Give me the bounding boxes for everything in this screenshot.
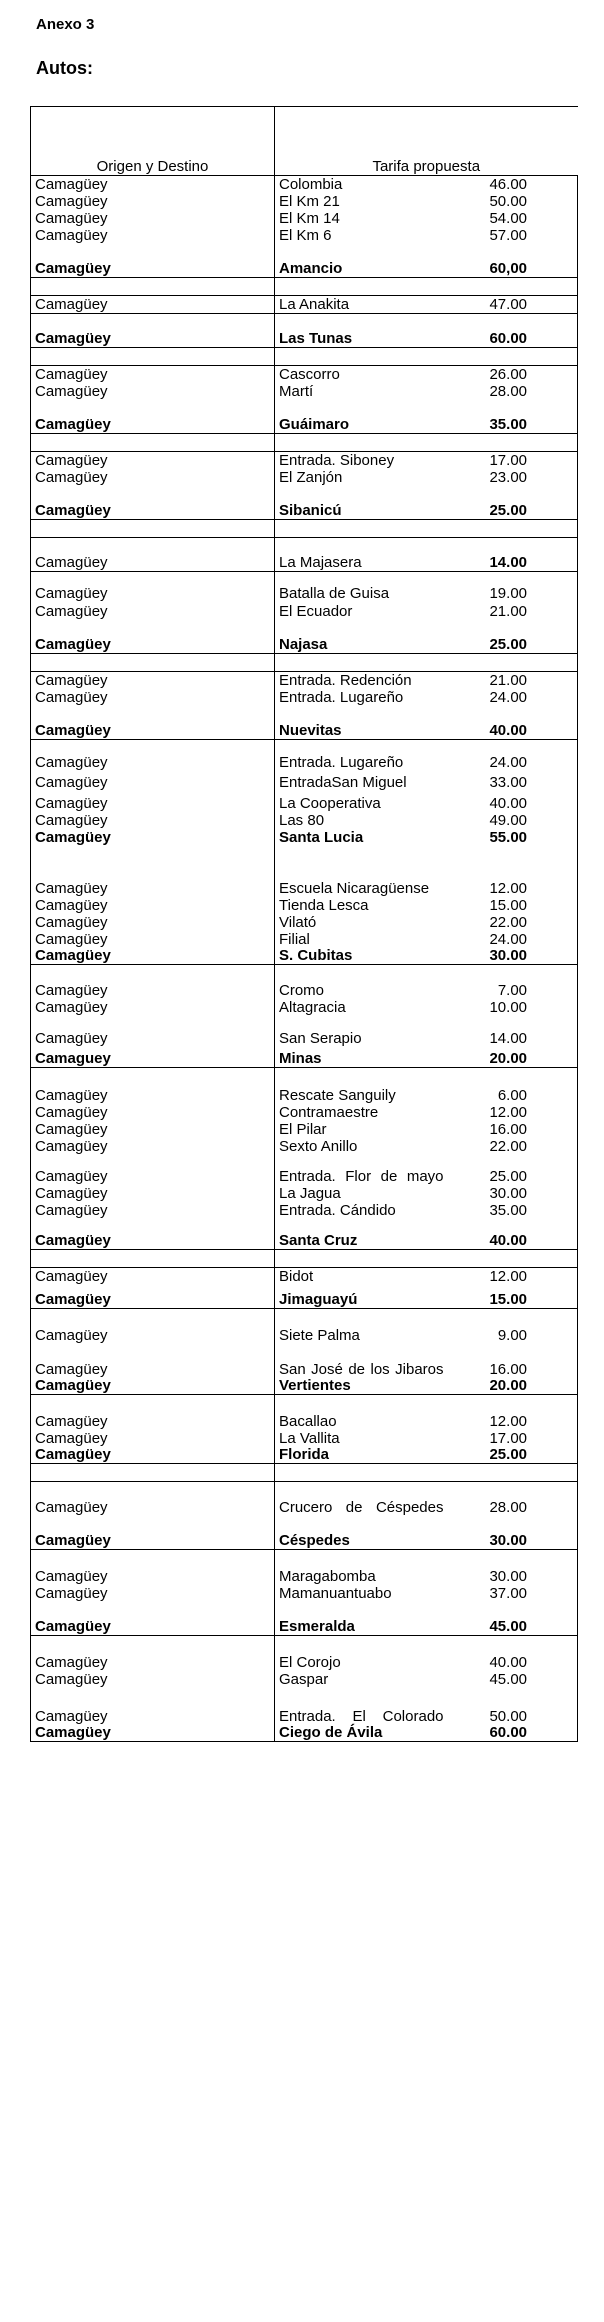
origin-cell xyxy=(31,278,275,296)
table-row xyxy=(31,982,578,999)
origin-cell: Camagüey xyxy=(31,931,275,948)
destination-cell: La Anakita xyxy=(275,296,448,314)
table-row xyxy=(31,863,578,897)
fare-cell: 47.00 xyxy=(448,296,578,314)
fare-cell: 35.00 xyxy=(448,1202,578,1219)
spacer-row xyxy=(31,434,578,452)
table-row xyxy=(31,1344,578,1378)
fare-cell: 12.00 xyxy=(448,1104,578,1121)
destination-cell: Entrada. El Colorado xyxy=(275,1688,448,1725)
spacer-row xyxy=(31,278,578,296)
fare-table-body xyxy=(31,107,578,1742)
destination-cell: La Vallita xyxy=(275,1430,448,1447)
origin-cell xyxy=(31,965,275,982)
origin-cell: Camagüey xyxy=(31,227,275,244)
table-row xyxy=(31,1121,578,1138)
fare-cell: 60.00 xyxy=(448,1725,578,1742)
destination-cell xyxy=(275,1309,448,1327)
origin-cell: Camagüey xyxy=(31,1121,275,1138)
origin-cell: Camagüey xyxy=(31,829,275,846)
origin-cell: Camagüey xyxy=(31,689,275,706)
origin-cell: Camagüey xyxy=(31,914,275,931)
destination-cell: Cascorro xyxy=(275,366,448,383)
destination-cell: Martí xyxy=(275,383,448,400)
destination-cell: Las Tunas xyxy=(275,314,448,348)
table-row xyxy=(31,1671,578,1688)
spacer-row xyxy=(31,348,578,366)
destination-cell xyxy=(275,1550,448,1568)
destination-cell: Guáimaro xyxy=(275,400,448,434)
fare-cell xyxy=(448,278,578,296)
fare-cell: 40.00 xyxy=(448,791,578,812)
fare-cell: 6.00 xyxy=(448,1086,578,1104)
table-row xyxy=(31,469,578,486)
fare-cell: 7.00 xyxy=(448,982,578,999)
fare-cell: 50.00 xyxy=(448,193,578,210)
destination-cell xyxy=(275,1636,448,1654)
origin-cell: Camagüey xyxy=(31,1671,275,1688)
origin-cell: Camagüey xyxy=(31,812,275,829)
origin-cell: Camagüey xyxy=(31,538,275,572)
origin-cell: Camagüey xyxy=(31,572,275,602)
origin-cell: Camagüey xyxy=(31,400,275,434)
destination-cell: Batalla de Guisa xyxy=(275,572,448,602)
fare-cell: 19.00 xyxy=(448,572,578,602)
spacer-row xyxy=(31,1250,578,1268)
fare-cell: 30.00 xyxy=(448,948,578,965)
origin-cell: Camagüey xyxy=(31,176,275,193)
fare-cell: 10.00 xyxy=(448,999,578,1016)
fare-cell: 28.00 xyxy=(448,1482,578,1516)
fare-cell xyxy=(448,846,578,863)
table-row xyxy=(31,1688,578,1725)
destination-cell: Maragabomba xyxy=(275,1568,448,1585)
destination-cell: Cromo xyxy=(275,982,448,999)
origin-cell: Camagüey xyxy=(31,296,275,314)
origin-cell: Camagüey xyxy=(31,602,275,620)
origin-cell: Camagüey xyxy=(31,672,275,689)
origin-cell: Camagüey xyxy=(31,193,275,210)
origin-cell: Camagüey xyxy=(31,452,275,469)
destination-cell: Escuela Nicaragüense xyxy=(275,863,448,897)
table-row xyxy=(31,1086,578,1104)
fare-cell xyxy=(448,520,578,538)
table-row xyxy=(31,538,578,572)
destination-cell: El Corojo xyxy=(275,1654,448,1671)
fare-cell xyxy=(448,965,578,982)
fare-cell: 14.00 xyxy=(448,1016,578,1047)
table-row xyxy=(31,1047,578,1068)
table-row xyxy=(31,1482,578,1516)
fare-cell: 22.00 xyxy=(448,1138,578,1155)
origin-cell: Camagüey xyxy=(31,1447,275,1464)
destination-cell: Esmeralda xyxy=(275,1602,448,1636)
fare-cell: 16.00 xyxy=(448,1121,578,1138)
destination-cell: Crucero de Céspedes xyxy=(275,1482,448,1516)
table-row xyxy=(31,1268,578,1285)
fare-cell: 15.00 xyxy=(448,897,578,914)
destination-cell xyxy=(275,965,448,982)
fare-table xyxy=(30,106,578,1742)
destination-cell: Amancio xyxy=(275,244,448,278)
destination-cell: El Km 14 xyxy=(275,210,448,227)
fare-cell: 12.00 xyxy=(448,863,578,897)
fare-cell: 35.00 xyxy=(448,400,578,434)
destination-cell: Najasa xyxy=(275,620,448,654)
table-row xyxy=(31,1016,578,1047)
origin-cell xyxy=(31,654,275,672)
destination-cell: El Zanjón xyxy=(275,469,448,486)
destination-cell: Santa Lucia xyxy=(275,829,448,846)
origin-cell: Camagüey xyxy=(31,863,275,897)
destination-cell: Ciego de Ávila xyxy=(275,1725,448,1742)
fare-cell: 60.00 xyxy=(448,314,578,348)
table-row xyxy=(31,296,578,314)
fare-cell: 9.00 xyxy=(448,1327,578,1344)
destination-cell: Sexto Anillo xyxy=(275,1138,448,1155)
origin-cell xyxy=(31,1250,275,1268)
table-row xyxy=(31,1413,578,1430)
destination-cell xyxy=(275,846,448,863)
fare-cell: 20.00 xyxy=(448,1378,578,1395)
table-row xyxy=(31,1568,578,1585)
destination-cell: Minas xyxy=(275,1047,448,1068)
fare-cell: 21.00 xyxy=(448,602,578,620)
origin-cell: Camagüey xyxy=(31,948,275,965)
table-row xyxy=(31,602,578,620)
table-row xyxy=(31,1654,578,1671)
fare-cell xyxy=(448,348,578,366)
destination-cell: Entrada. Lugareño xyxy=(275,689,448,706)
fare-cell: 45.00 xyxy=(448,1602,578,1636)
fare-cell xyxy=(448,1068,578,1086)
fare-cell: 30.00 xyxy=(448,1516,578,1550)
fare-cell: 16.00 xyxy=(448,1344,578,1378)
table-row xyxy=(31,689,578,706)
spacer-row xyxy=(31,1550,578,1568)
fare-cell: 22.00 xyxy=(448,914,578,931)
fare-cell: 12.00 xyxy=(448,1268,578,1285)
origin-cell: Camagüey xyxy=(31,1219,275,1250)
fare-cell xyxy=(448,654,578,672)
origin-cell xyxy=(31,1636,275,1654)
fare-cell: 26.00 xyxy=(448,366,578,383)
destination-cell: El Km 21 xyxy=(275,193,448,210)
destination-cell: San Serapio xyxy=(275,1016,448,1047)
table-row xyxy=(31,572,578,602)
fare-cell: 40.00 xyxy=(448,1219,578,1250)
spacer-row xyxy=(31,1309,578,1327)
origin-cell: Camagüey xyxy=(31,1654,275,1671)
table-row xyxy=(31,948,578,965)
origin-cell: Camagüey xyxy=(31,1104,275,1121)
destination-cell: Contramaestre xyxy=(275,1104,448,1121)
origin-cell: Camagüey xyxy=(31,486,275,520)
table-row xyxy=(31,812,578,829)
destination-cell: Bidot xyxy=(275,1268,448,1285)
destination-cell: Altagracia xyxy=(275,999,448,1016)
destination-cell: Tienda Lesca xyxy=(275,897,448,914)
origin-cell xyxy=(31,1309,275,1327)
destination-cell: Vilató xyxy=(275,914,448,931)
destination-cell: Céspedes xyxy=(275,1516,448,1550)
fare-cell: 23.00 xyxy=(448,469,578,486)
destination-cell: San José de los Jibaros xyxy=(275,1344,448,1378)
table-row xyxy=(31,706,578,740)
origin-cell: Camagüey xyxy=(31,1602,275,1636)
destination-cell xyxy=(275,1250,448,1268)
spacer-row xyxy=(31,965,578,982)
origin-cell: Camagüey xyxy=(31,740,275,771)
spacer-row xyxy=(31,1395,578,1413)
origin-cell: Camagüey xyxy=(31,1285,275,1309)
table-row xyxy=(31,227,578,244)
table-row xyxy=(31,1327,578,1344)
fare-cell: 50.00 xyxy=(448,1688,578,1725)
origin-cell: Camagüey xyxy=(31,1482,275,1516)
table-row xyxy=(31,383,578,400)
table-row xyxy=(31,931,578,948)
fare-cell: 33.00 xyxy=(448,771,578,791)
spacer-row xyxy=(31,1464,578,1482)
destination-cell: Santa Cruz xyxy=(275,1219,448,1250)
table-row xyxy=(31,1219,578,1250)
destination-cell: Filial xyxy=(275,931,448,948)
fare-cell: 40.00 xyxy=(448,706,578,740)
fare-cell xyxy=(448,1464,578,1482)
section-title: Autos: xyxy=(36,58,93,78)
destination-cell: La Majasera xyxy=(275,538,448,572)
table-row xyxy=(31,1585,578,1602)
table-row xyxy=(31,244,578,278)
origin-cell xyxy=(31,1550,275,1568)
table-row xyxy=(31,1378,578,1395)
spacer-row xyxy=(31,1636,578,1654)
destination-cell xyxy=(275,348,448,366)
table-row xyxy=(31,1202,578,1219)
origin-cell: Camagüey xyxy=(31,469,275,486)
origin-cell xyxy=(31,1464,275,1482)
origin-cell: Camagüey xyxy=(31,1344,275,1378)
origin-cell xyxy=(31,520,275,538)
origin-cell: Camagüey xyxy=(31,1725,275,1742)
fare-cell xyxy=(448,1309,578,1327)
fare-cell xyxy=(448,434,578,452)
fare-cell: 25.00 xyxy=(448,1447,578,1464)
spacer-row xyxy=(31,846,578,863)
destination-cell xyxy=(275,1464,448,1482)
fare-cell: 20.00 xyxy=(448,1047,578,1068)
table-row xyxy=(31,620,578,654)
table-row xyxy=(31,210,578,227)
origin-cell: Camagüey xyxy=(31,1185,275,1202)
table-row xyxy=(31,486,578,520)
fare-cell: 24.00 xyxy=(448,931,578,948)
origin-cell xyxy=(31,1068,275,1086)
origin-cell: Camagüey xyxy=(31,771,275,791)
origin-cell: Camagüey xyxy=(31,1568,275,1585)
table-row xyxy=(31,1285,578,1309)
spacer-row xyxy=(31,520,578,538)
table-header-row xyxy=(31,107,578,176)
fare-cell xyxy=(448,1250,578,1268)
destination-cell xyxy=(275,520,448,538)
spacer-row xyxy=(31,1068,578,1086)
fare-cell: 57.00 xyxy=(448,227,578,244)
destination-cell: Entrada. Cándido xyxy=(275,1202,448,1219)
fare-cell: 49.00 xyxy=(448,812,578,829)
origin-cell: Camagüey xyxy=(31,897,275,914)
fare-cell: 25.00 xyxy=(448,620,578,654)
destination-cell: Siete Palma xyxy=(275,1327,448,1344)
table-row xyxy=(31,1155,578,1185)
fare-cell: 15.00 xyxy=(448,1285,578,1309)
fare-cell: 45.00 xyxy=(448,1671,578,1688)
destination-cell: S. Cubitas xyxy=(275,948,448,965)
fare-cell: 17.00 xyxy=(448,1430,578,1447)
destination-cell xyxy=(275,654,448,672)
fare-cell: 54.00 xyxy=(448,210,578,227)
table-row xyxy=(31,314,578,348)
destination-cell: Entrada. Lugareño xyxy=(275,740,448,771)
destination-cell: Bacallao xyxy=(275,1413,448,1430)
destination-cell xyxy=(275,434,448,452)
table-row xyxy=(31,740,578,771)
origin-cell: Camagüey xyxy=(31,706,275,740)
origin-cell: Camaguey xyxy=(31,1047,275,1068)
origin-cell xyxy=(31,846,275,863)
origin-cell: Camagüey xyxy=(31,1202,275,1219)
origin-cell: Camagüey xyxy=(31,999,275,1016)
table-row xyxy=(31,176,578,193)
destination-cell: Rescate Sanguily xyxy=(275,1086,448,1104)
origin-cell: Camagüey xyxy=(31,1516,275,1550)
origin-cell: Camagüey xyxy=(31,1327,275,1344)
origin-cell: Camagüey xyxy=(31,366,275,383)
fare-cell: 14.00 xyxy=(448,538,578,572)
fare-cell: 46.00 xyxy=(448,176,578,193)
table-row xyxy=(31,914,578,931)
origin-cell: Camagüey xyxy=(31,1688,275,1725)
destination-cell: Entrada. Redención xyxy=(275,672,448,689)
spacer-row xyxy=(31,654,578,672)
table-row xyxy=(31,1447,578,1464)
fare-cell: 24.00 xyxy=(448,689,578,706)
fare-cell: 60,00 xyxy=(448,244,578,278)
destination-cell: Florida xyxy=(275,1447,448,1464)
annex-title: Anexo 3 xyxy=(36,16,95,33)
table-row xyxy=(31,1138,578,1155)
table-row xyxy=(31,400,578,434)
destination-cell xyxy=(275,278,448,296)
destination-cell: Nuevitas xyxy=(275,706,448,740)
table-row xyxy=(31,1185,578,1202)
destination-cell: El Pilar xyxy=(275,1121,448,1138)
fare-cell: 17.00 xyxy=(448,452,578,469)
destination-cell: La Cooperativa xyxy=(275,791,448,812)
destination-cell xyxy=(275,1395,448,1413)
fare-cell: 30.00 xyxy=(448,1568,578,1585)
table-row xyxy=(31,366,578,383)
table-row xyxy=(31,452,578,469)
fare-cell: 25.00 xyxy=(448,1155,578,1185)
origin-cell: Camagüey xyxy=(31,1138,275,1155)
destination-cell: Las 80 xyxy=(275,812,448,829)
destination-cell: Mamanuantuabo xyxy=(275,1585,448,1602)
origin-cell: Camagüey xyxy=(31,210,275,227)
fare-cell: 40.00 xyxy=(448,1654,578,1671)
destination-cell: Sibanicú xyxy=(275,486,448,520)
fare-cell xyxy=(448,1550,578,1568)
origin-cell: Camagüey xyxy=(31,1430,275,1447)
table-row xyxy=(31,1725,578,1742)
fare-cell: 30.00 xyxy=(448,1185,578,1202)
table-row xyxy=(31,829,578,846)
origin-cell xyxy=(31,434,275,452)
destination-cell: Gaspar xyxy=(275,1671,448,1688)
destination-cell: Jimaguayú xyxy=(275,1285,448,1309)
table-row xyxy=(31,1516,578,1550)
table-row xyxy=(31,1430,578,1447)
header-origin: Origen y Destino xyxy=(31,107,275,176)
origin-cell: Camagüey xyxy=(31,1378,275,1395)
table-row xyxy=(31,1104,578,1121)
table-row xyxy=(31,672,578,689)
origin-cell: Camagüey xyxy=(31,1155,275,1185)
destination-cell: El Ecuador xyxy=(275,602,448,620)
fare-cell: 37.00 xyxy=(448,1585,578,1602)
table-row xyxy=(31,771,578,791)
fare-cell: 28.00 xyxy=(448,383,578,400)
fare-cell: 24.00 xyxy=(448,740,578,771)
origin-cell: Camagüey xyxy=(31,1585,275,1602)
destination-cell xyxy=(275,1068,448,1086)
table-row xyxy=(31,999,578,1016)
origin-cell: Camagüey xyxy=(31,1413,275,1430)
destination-cell: El Km 6 xyxy=(275,227,448,244)
table-row xyxy=(31,897,578,914)
destination-cell: EntradaSan Miguel xyxy=(275,771,448,791)
fare-cell: 21.00 xyxy=(448,672,578,689)
destination-cell: La Jagua xyxy=(275,1185,448,1202)
fare-cell: 55.00 xyxy=(448,829,578,846)
table-row xyxy=(31,791,578,812)
origin-cell: Camagüey xyxy=(31,982,275,999)
fare-cell: 12.00 xyxy=(448,1413,578,1430)
origin-cell: Camagüey xyxy=(31,383,275,400)
origin-cell: Camagüey xyxy=(31,244,275,278)
destination-cell: Colombia xyxy=(275,176,448,193)
origin-cell xyxy=(31,348,275,366)
origin-cell: Camagüey xyxy=(31,791,275,812)
origin-cell: Camagüey xyxy=(31,314,275,348)
fare-cell xyxy=(448,1636,578,1654)
fare-cell xyxy=(448,1395,578,1413)
destination-cell: Entrada. Flor de mayo xyxy=(275,1155,448,1185)
destination-cell: Vertientes xyxy=(275,1378,448,1395)
origin-cell: Camagüey xyxy=(31,620,275,654)
fare-cell: 25.00 xyxy=(448,486,578,520)
origin-cell: Camagüey xyxy=(31,1268,275,1285)
table-row xyxy=(31,1602,578,1636)
origin-cell xyxy=(31,1395,275,1413)
origin-cell: Camagüey xyxy=(31,1086,275,1104)
origin-cell: Camagüey xyxy=(31,1016,275,1047)
header-fare: Tarifa propuesta xyxy=(275,107,578,176)
destination-cell: Entrada. Siboney xyxy=(275,452,448,469)
table-row xyxy=(31,193,578,210)
